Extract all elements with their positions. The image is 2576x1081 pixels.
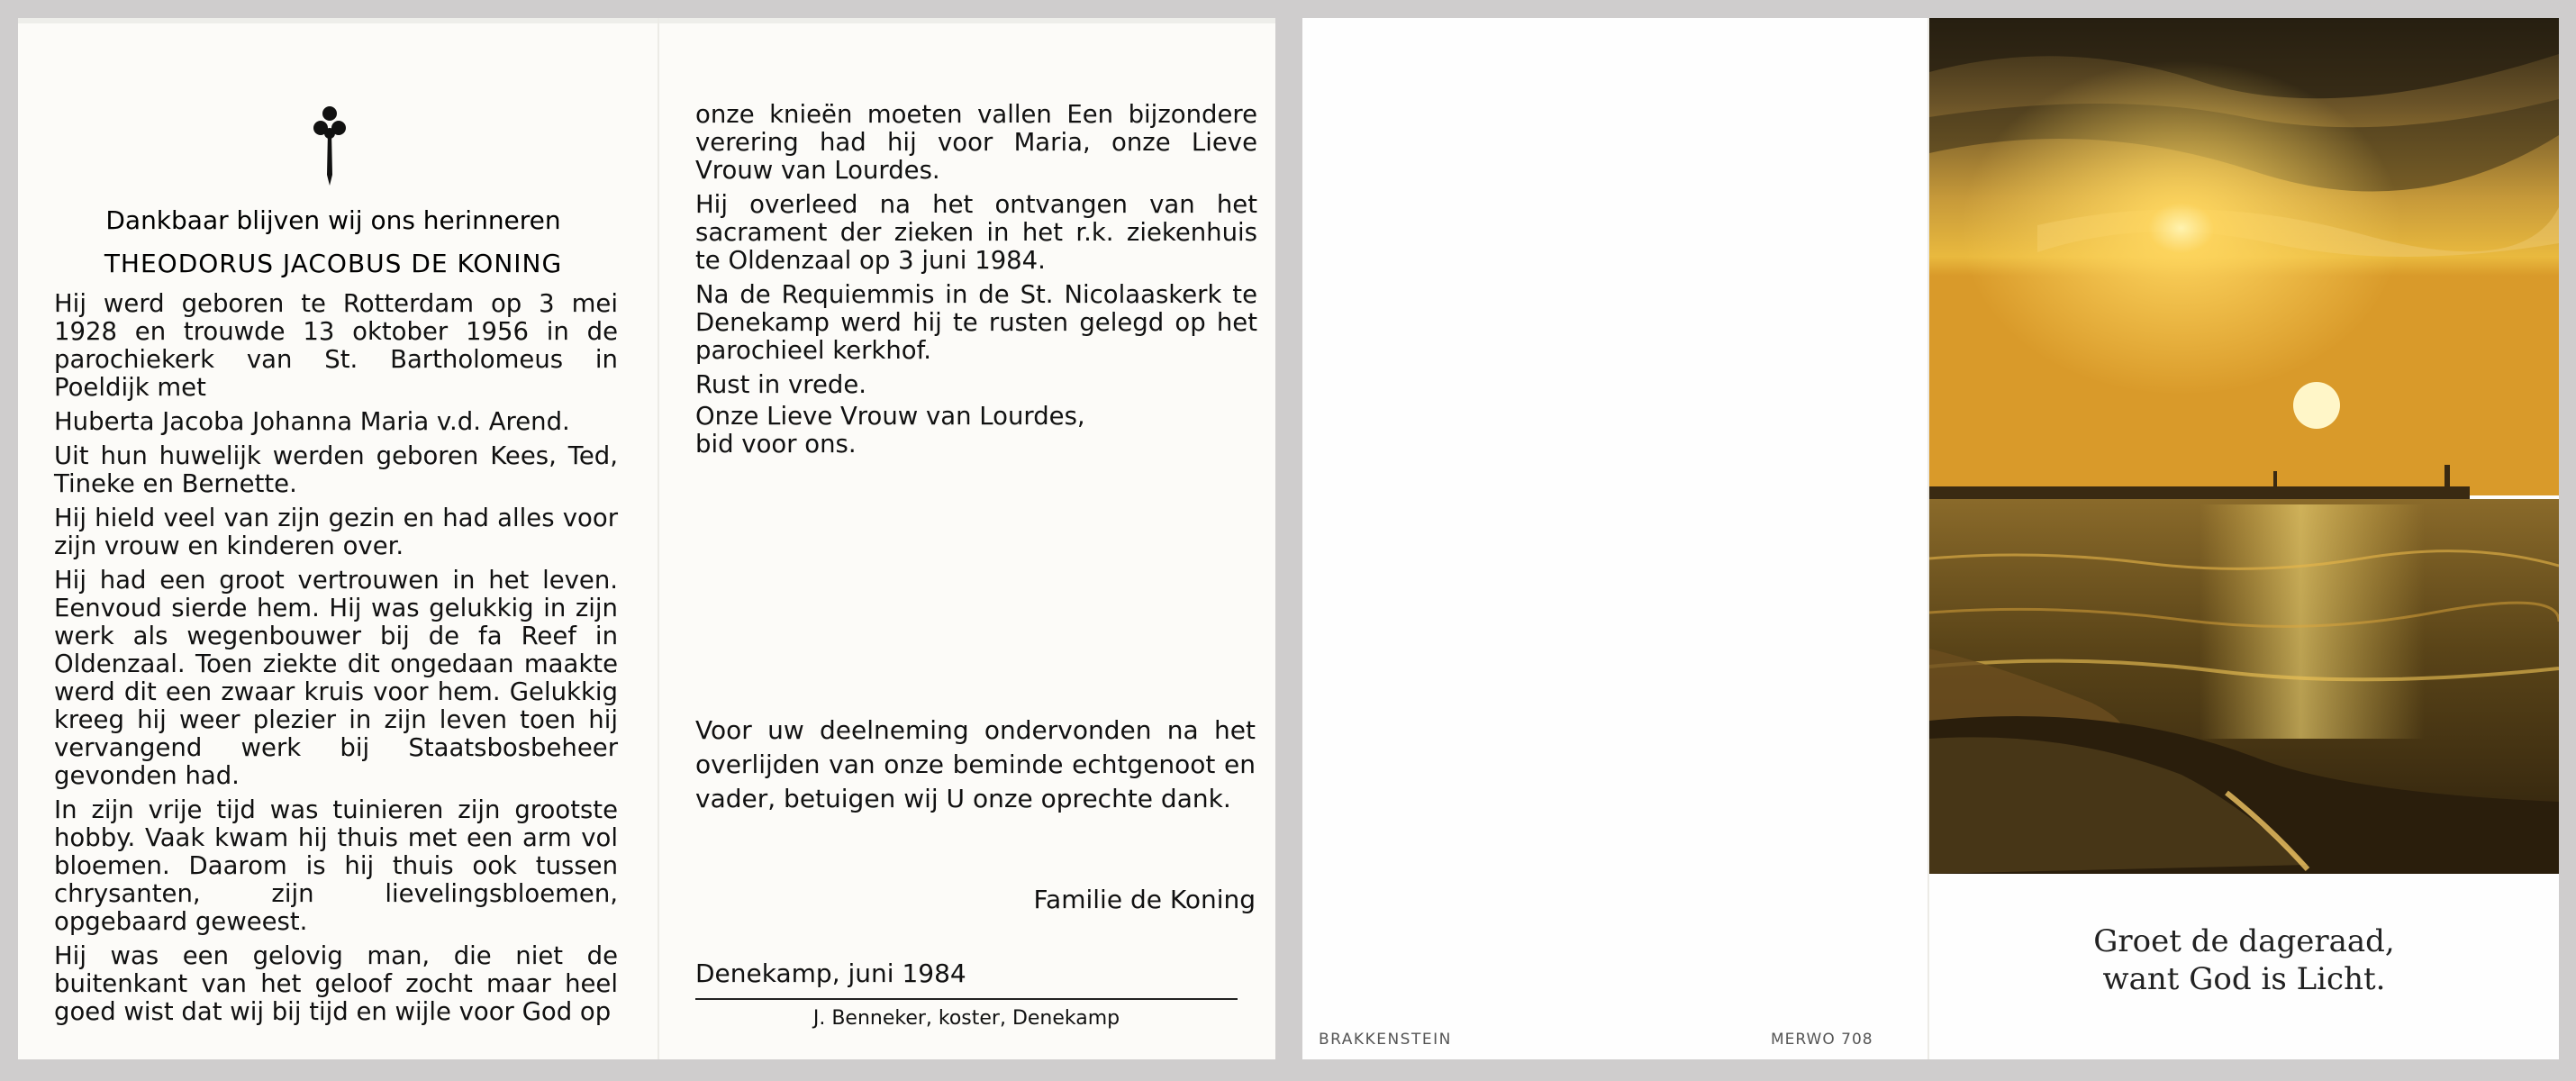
bio-paragraph: Uit hun huwelijk werden geboren Kees, Ted, Tineke en Bernette. [54, 441, 618, 498]
biography-column-1 [54, 290, 618, 1032]
bio-paragraph: Onze Lieve Vrouw van Lourdes, bid voor ons. [695, 402, 1085, 459]
bio-paragraph: Huberta Jacoba Johanna Maria v.d. Arend. [54, 407, 570, 436]
verse [1929, 922, 2559, 998]
thanks-text: Voor uw deelneming ondervonden na het overlijden van onze beminde echtgenoot en vader, betuigen wij U onze oprechte dank. [695, 715, 1256, 813]
bio-paragraph: Hij overleed na het ontvangen van het sacrament der zieken in het r.k. ziekenhuis te Oldenzaal op 3 juni 1984. [695, 190, 1257, 275]
printer-credit: J. Benneker, koster, Denekamp [812, 1007, 1120, 1030]
memorial-card-cover [1302, 18, 2559, 1059]
intro-line: Dankbaar blijven wij ons herinneren [105, 205, 561, 235]
card-top-edge [18, 18, 1275, 23]
cross-icon [310, 104, 349, 186]
bio-paragraph: onze knieën moeten vallen Een bijzondere verering had hij voor Maria, onze Lieve Vrouw van Lourdes. [695, 100, 1257, 185]
biography-column-2 [695, 101, 1257, 465]
verse-line: want God is Licht. [2102, 961, 2386, 997]
sunset-over-sea-icon [1929, 18, 2559, 874]
family-signature: Familie de Koning [1033, 885, 1256, 914]
verse-line: Groet de dageraad, [2093, 923, 2395, 959]
divider [695, 998, 1238, 1000]
bio-paragraph: Na de Requiemmis in de St. Nicolaaskerk te Denekamp werd hij te rusten gelegd op het parochieel kerkhof. [695, 280, 1257, 365]
bio-paragraph: Rust in vrede. [695, 370, 866, 399]
publisher-name: BRAKKENSTEIN [1319, 1031, 1452, 1049]
bio-paragraph: Hij werd geboren te Rotterdam op 3 mei 1928 en trouwde 13 oktober 1956 in de parochiekerk van St. Bartholomeus in Poeldijk met [54, 289, 618, 402]
bio-paragraph: Hij had een groot vertrouwen in het leven. Eenvoud sierde hem. Hij was gelukkig in zijn werk als wegenbouwer bij de fa Reef in Oldenzaal. Toen ziekte dit ongedaan maakte werd dit een zwaar kruis voor hem. Gelukkig kreeg hij weer plezier in zijn leven toen hij vervangend werk bij Staatsbosbeheer gevonden had. [54, 566, 618, 790]
bio-paragraph: Hij hield veel van zijn gezin en had alles voor zijn vrouw en kinderen over. [54, 504, 618, 560]
bio-paragraph: Hij was een gelovig man, die niet de buitenkant van het geloof zocht maar heel goed wist dat wij bij tijd en wijle voor God op [54, 941, 618, 1026]
memorial-card-inside [18, 18, 1275, 1059]
place-date: Denekamp, juni 1984 [695, 958, 966, 988]
bio-paragraph: In zijn vrije tijd was tuinieren zijn grootste hobby. Vaak kwam hij thuis met een arm vol bloemen. Daarom is hij thuis ook tussen chrysanten, zijn lievelingsbloemen, opgebaard geweest. [54, 795, 618, 936]
deceased-name: THEODORUS JACOBUS DE KONING [104, 249, 563, 278]
card-fold-line [658, 18, 659, 1059]
card-code: MERWO 708 [1771, 1031, 1873, 1049]
